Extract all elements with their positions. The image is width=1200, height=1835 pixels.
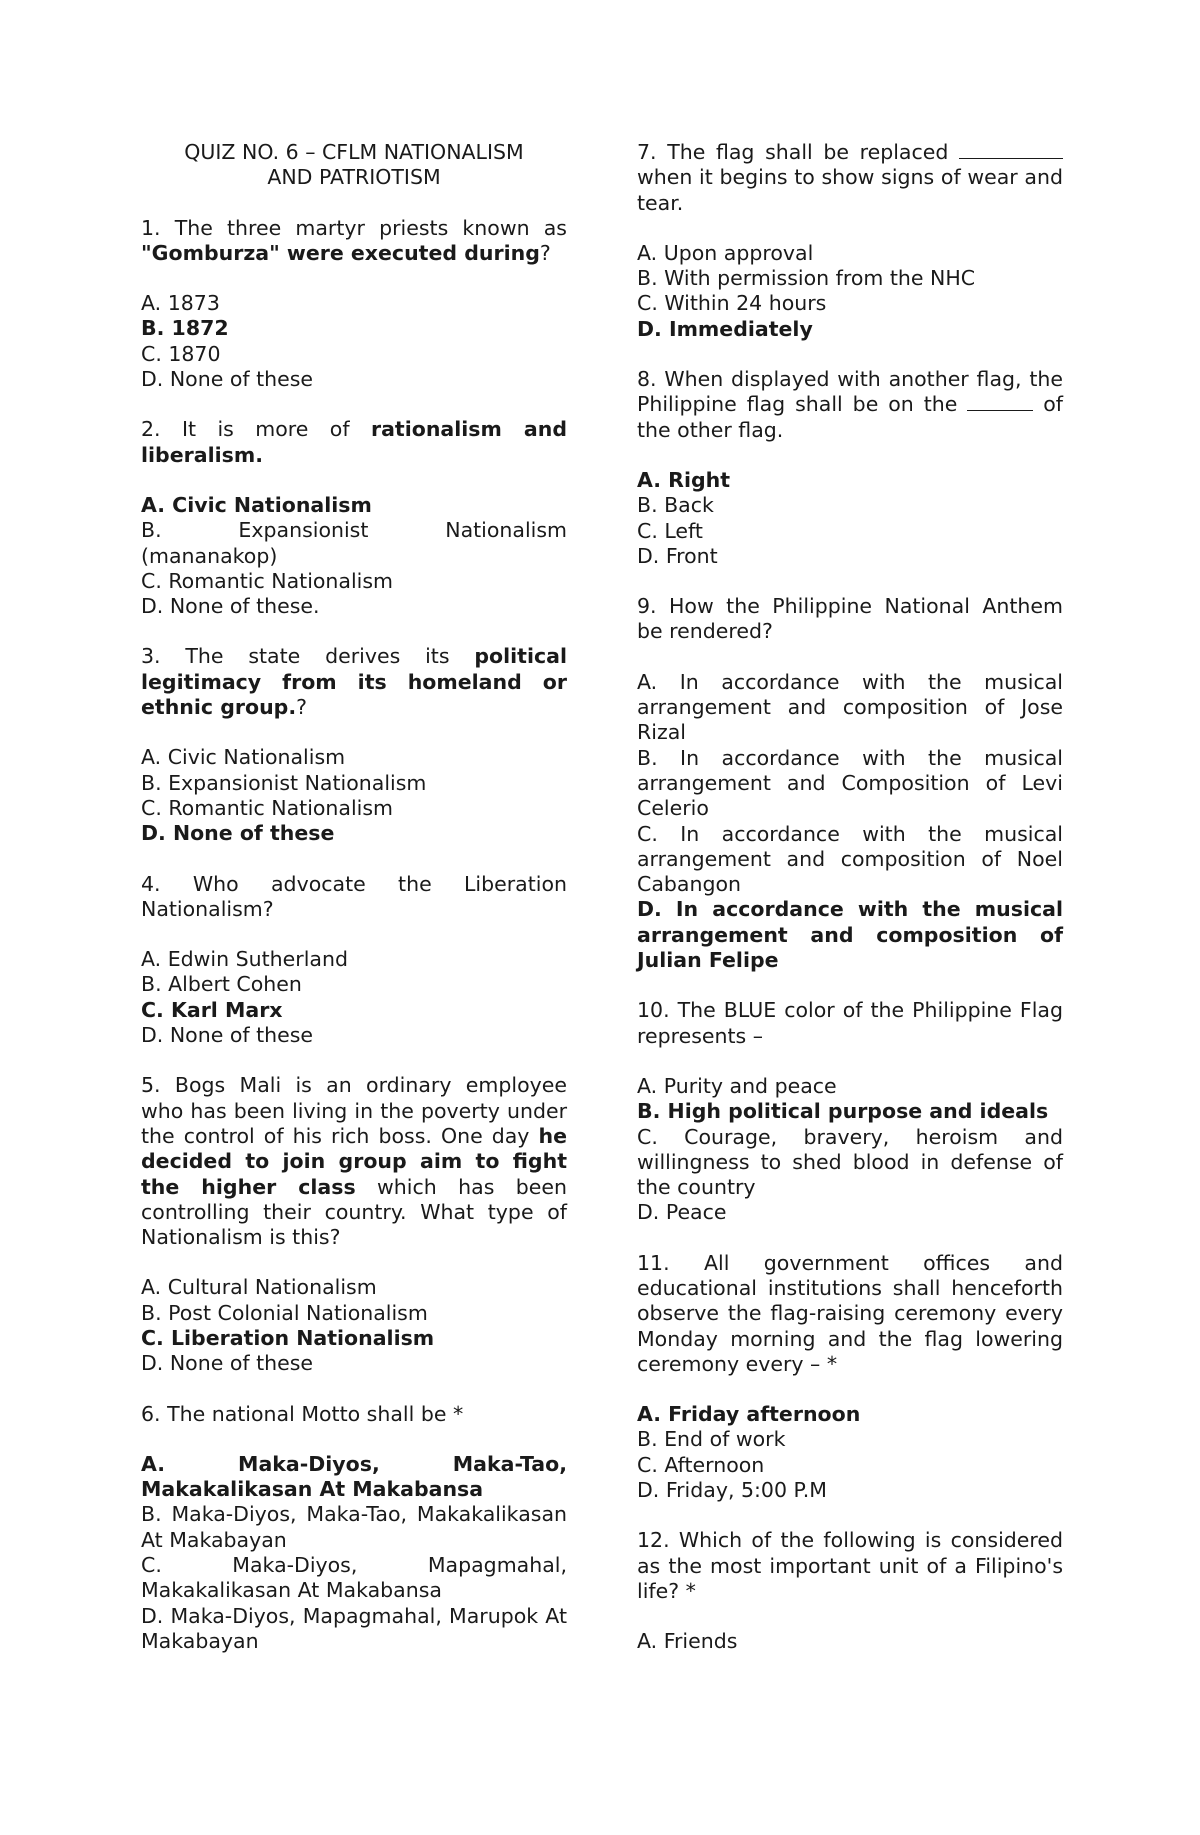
- question-1-options: [141, 291, 567, 392]
- question-8-option-c: C. Left: [637, 518, 703, 543]
- question-3-option-d-bold: D. None of these: [141, 821, 335, 846]
- question-7-option-a: A. Upon approval: [637, 240, 814, 265]
- question-8-option-a: [637, 468, 1063, 493]
- question-10-option-a: A. Purity and peace: [637, 1073, 837, 1098]
- question-8-option-a-bold: A. Right: [637, 467, 731, 492]
- question-10-option-c: C. Courage, bravery, heroism and willingness to shed blood in defense of the country: [637, 1124, 1063, 1200]
- question-4-option-d: D. None of these: [141, 1023, 314, 1048]
- question-2-option-a: [141, 493, 567, 518]
- question-3-option-b: B. Expansionist Nationalism: [141, 770, 427, 795]
- question-9-option-d: [637, 897, 1063, 973]
- question-5-text-b: which has been controlling their country. What type of Nationalism is this?: [141, 1174, 567, 1250]
- question-1-option-a: A. 1873: [141, 291, 220, 316]
- question-2-option-c: C. Romantic Nationalism: [141, 568, 394, 593]
- question-7-option-b: B. With permission from the NHC: [637, 266, 976, 291]
- question-5-bold: he decided to join group aim to fight the higher class: [141, 1123, 567, 1199]
- question-4-option-c: [141, 998, 567, 1023]
- question-9-option-c: C. In accordance with the musical arrangement and composition of Noel Cabangon: [637, 821, 1063, 897]
- question-1-option-c: C. 1870: [141, 341, 221, 366]
- question-8-options: [637, 468, 1063, 569]
- question-1-option-d: D. None of these: [141, 367, 314, 392]
- question-6: 6. The national Motto shall be *: [141, 1401, 464, 1426]
- question-5-text-a: 5. Bogs Mali is an ordinary employee who has been living in the poverty under the control of his rich boss. One day: [141, 1073, 567, 1148]
- question-10-options: [637, 1074, 1063, 1226]
- question-5-option-a: A. Cultural Nationalism: [141, 1275, 377, 1300]
- question-3-bold: political legitimacy from its homeland or ethnic group.: [141, 644, 567, 720]
- question-2-bold: rationalism and liberalism.: [141, 417, 568, 467]
- question-9: 9. How the Philippine National Anthem be rendered?: [637, 594, 1063, 644]
- question-3-option-c: C. Romantic Nationalism: [141, 795, 394, 820]
- question-11: 11. All government offices and educational institutions shall henceforth observe the flag-raising ceremony every Monday morning and the flag lowering ceremony every – *: [637, 1250, 1063, 1376]
- quiz-title-line-1: QUIZ NO. 6 – CFLM NATIONALISM: [184, 140, 524, 164]
- question-2: [141, 417, 567, 468]
- question-9-option-b: B. In accordance with the musical arrangement and Composition of Levi Celerio: [637, 745, 1063, 821]
- question-11-option-c: C. Afternoon: [637, 1452, 765, 1477]
- question-6-option-a-bold: A. Maka-Diyos, Maka-Tao, Makakalikasan At Makabansa: [141, 1451, 567, 1502]
- question-3: [141, 644, 567, 720]
- question-6-option-b: B. Maka-Diyos, Maka-Tao, Makakalikasan At Makabayan: [141, 1502, 567, 1552]
- question-12-options: [637, 1629, 1063, 1654]
- question-4-option-c-bold: C. Karl Marx: [141, 997, 283, 1022]
- question-1: [141, 216, 567, 267]
- question-7-blank: [959, 140, 1063, 159]
- question-10-option-b: [637, 1099, 1063, 1124]
- question-5-option-b: B. Post Colonial Nationalism: [141, 1300, 428, 1325]
- question-11-options: [637, 1402, 1063, 1503]
- question-12: 12. Which of the following is considered as the most important unit of a Filipino's life? *: [637, 1528, 1063, 1603]
- question-2-options: [141, 493, 567, 619]
- question-4-option-a: A. Edwin Sutherland: [141, 947, 348, 972]
- question-3-option-d: [141, 821, 567, 846]
- question-3-option-a: A. Civic Nationalism: [141, 745, 346, 770]
- question-8-blank: [967, 392, 1033, 411]
- question-10-option-b-bold: B. High political purpose and ideals: [637, 1099, 1049, 1124]
- left-column: [141, 140, 567, 1679]
- question-2-text-a: 2. It is more of: [141, 417, 371, 442]
- question-7-option-d-bold: D. Immediately: [637, 316, 813, 341]
- question-10: 10. The BLUE color of the Philippine Flag represents –: [637, 998, 1063, 1048]
- question-7-text-a: 7. The flag shall be replaced: [637, 140, 959, 164]
- question-11-option-b: B. End of work: [637, 1427, 786, 1452]
- question-3-text-a: 3. The state derives its: [141, 644, 475, 669]
- question-7-option-d: [637, 317, 1063, 342]
- question-8: [637, 367, 1063, 443]
- question-6-options: [141, 1452, 567, 1654]
- question-6-option-c: C. Maka-Diyos, Mapagmahal, Makakalikasan At Makabansa: [141, 1553, 567, 1603]
- question-5-option-d: D. None of these: [141, 1351, 314, 1376]
- question-6-option-d: D. Maka-Diyos, Mapagmahal, Marupok At Makabayan: [141, 1603, 567, 1653]
- question-9-option-d-bold: D. In accordance with the musical arrangement and composition of Julian Felipe: [637, 897, 1063, 973]
- question-5-option-c: [141, 1326, 567, 1351]
- question-8-option-d: D. Front: [637, 543, 718, 568]
- question-2-option-a-bold: A. Civic Nationalism: [141, 492, 372, 517]
- question-8-text-a: 8. When displayed with another flag, the Philippine flag shall be on the: [637, 367, 1063, 417]
- question-9-option-a: A. In accordance with the musical arrangement and composition of Jose Rizal: [637, 669, 1063, 745]
- question-3-text-b: ?: [296, 695, 308, 720]
- question-5-options: [141, 1275, 567, 1376]
- question-2-option-d: D. None of these.: [141, 594, 320, 619]
- right-column: [637, 140, 1063, 1680]
- question-2-option-b: B. Expansionist Nationalism (mananakop): [141, 518, 567, 568]
- question-3-options: [141, 745, 567, 846]
- question-4-options: [141, 947, 567, 1048]
- question-4-option-b: B. Albert Cohen: [141, 972, 302, 997]
- question-7-options: [637, 241, 1063, 342]
- question-1-text-a: 1. The three martyr priests known as: [141, 215, 567, 240]
- question-7-text-b: when it begins to show signs of wear and tear.: [637, 165, 1063, 215]
- quiz-title-line-2: AND PATRIOTISM: [267, 165, 441, 190]
- quiz-title: [141, 140, 567, 191]
- question-8-option-b: B. Back: [637, 493, 714, 518]
- question-1-bold: "Gomburza" were executed during: [141, 240, 540, 265]
- question-1-option-b-bold: B. 1872: [141, 316, 229, 341]
- question-7-option-c: C. Within 24 hours: [637, 291, 827, 316]
- question-10-option-d: D. Peace: [637, 1200, 727, 1225]
- question-4: 4. Who advocate the Liberation Nationalism?: [141, 871, 567, 921]
- question-11-option-a-bold: A. Friday afternoon: [637, 1402, 861, 1427]
- question-11-option-a: [637, 1402, 1063, 1427]
- question-6-option-a: [141, 1452, 567, 1503]
- question-1-option-b: [141, 316, 567, 341]
- question-5-option-c-bold: C. Liberation Nationalism: [141, 1325, 435, 1350]
- question-9-options: [637, 670, 1063, 974]
- question-7: [637, 140, 1063, 216]
- question-8-text-b: of the other flag.: [637, 392, 1063, 442]
- question-5: [141, 1073, 567, 1250]
- question-12-option-a: A. Friends: [637, 1629, 738, 1654]
- question-11-option-d: D. Friday, 5:00 P.M: [637, 1478, 827, 1503]
- question-1-text-b: ?: [539, 240, 551, 265]
